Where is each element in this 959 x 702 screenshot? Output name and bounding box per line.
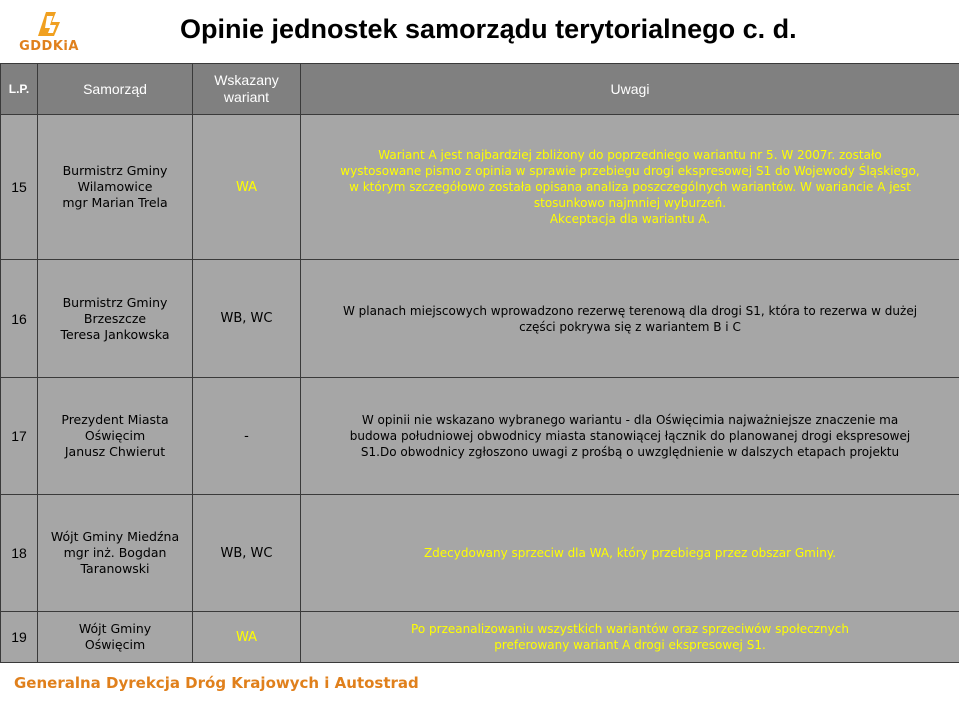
variant-value: WA	[193, 115, 301, 260]
row-number: 16	[1, 260, 38, 378]
table-row	[1, 115, 959, 260]
remark-line: budowa południowej obwodnicy miasta stanowiącej łącznik do planowanej drogi ekspresowej	[349, 429, 911, 443]
authority-line: Burmistrz Gminy	[62, 294, 168, 310]
variant-value: WA	[193, 612, 301, 663]
remark-line: wystosowane pismo z opinia w sprawie przebiegu drogi ekspresowej S1 do Wojewody Śląskiego,	[340, 164, 920, 178]
authority-name	[38, 260, 193, 378]
header-samorzad: Samorząd	[38, 64, 193, 115]
authority-line: Janusz Chwierut	[64, 444, 166, 459]
table-row	[1, 378, 959, 495]
gddkia-logo	[14, 8, 84, 56]
remark	[301, 260, 959, 378]
row-number: 15	[1, 115, 38, 260]
remark	[301, 612, 959, 663]
authority-line: Taranowski	[80, 561, 150, 576]
authority-line: Brzeszcze	[83, 310, 147, 326]
remark	[301, 378, 959, 495]
remark-line: S1.Do obwodnicy zgłoszono uwagi z prośbą o uwzględnienie w dalszych etapach projektu	[360, 445, 900, 459]
header-wariant: Wskazany wariant	[193, 64, 301, 115]
header-uwagi: Uwagi	[301, 64, 959, 115]
table-row	[1, 260, 959, 378]
remark-line: Akceptacja dla wariantu A.	[549, 212, 711, 226]
page-title: Opinie jednostek samorządu terytorialnego c. d.	[180, 14, 797, 44]
remark-line: W planach miejscowych wprowadzono rezerwę terenową dla drogi S1, która to rezerwa w dużej	[342, 303, 918, 318]
header-lp: L.P.	[1, 64, 38, 115]
table-row	[1, 495, 959, 612]
road-logo-icon	[34, 8, 64, 38]
logo-text: GDDKiA	[19, 39, 79, 54]
remark-line: Zdecydowany sprzeciw dla WA, który przebiega przez obszar Gminy.	[423, 546, 837, 560]
row-number: 18	[1, 495, 38, 612]
table-row	[1, 612, 959, 663]
variant-value: -	[193, 378, 301, 495]
remark	[301, 495, 959, 612]
footer-organization-name: Generalna Dyrekcja Dróg Krajowych i Autostrad	[14, 674, 419, 692]
authority-line: Prezydent Miasta	[61, 412, 169, 427]
table-header-row	[1, 64, 959, 115]
variant-value: WB, WC	[193, 260, 301, 378]
remark-line: Wariant A jest najbardziej zbliżony do poprzedniego wariantu nr 5. W 2007r. zostało	[378, 148, 882, 162]
opinions-table	[0, 63, 959, 663]
remark-line: części pokrywa się z wariantem B i C	[519, 319, 741, 334]
authority-line: mgr inż. Bogdan	[63, 545, 167, 560]
variant-value: WB, WC	[193, 495, 301, 612]
row-number: 17	[1, 378, 38, 495]
remark-line: w którym szczegółowo została opisana analiza poszczególnych wariantów. W wariancie A jest	[349, 180, 911, 194]
authority-line: Oświęcim	[84, 428, 146, 443]
authority-name	[38, 495, 193, 612]
authority-line: Wójt Gminy	[78, 621, 152, 636]
authority-line: Teresa Jankowska	[60, 326, 170, 342]
authority-line: Burmistrz Gminy	[62, 163, 168, 178]
authority-name	[38, 115, 193, 260]
remark-line: preferowany wariant A drogi ekspresowej S1.	[494, 638, 766, 652]
remark-line: W opinii nie wskazano wybranego wariantu - dla Oświęcimia najważniejsze znaczenie ma	[361, 413, 899, 427]
authority-line: Wilamowice	[77, 179, 153, 194]
remark-line: Po przeanalizowaniu wszystkich wariantów oraz sprzeciwów społecznych	[411, 622, 849, 636]
row-number: 19	[1, 612, 38, 663]
authority-name	[38, 378, 193, 495]
authority-line: Oświęcim	[84, 637, 146, 652]
authority-line: mgr Marian Trela	[62, 195, 168, 210]
remark-line: stosunkowo najmniej wyburzeń.	[533, 196, 727, 210]
authority-line: Wójt Gminy Miedźna	[50, 529, 180, 544]
remark	[301, 115, 959, 260]
authority-name	[38, 612, 193, 663]
